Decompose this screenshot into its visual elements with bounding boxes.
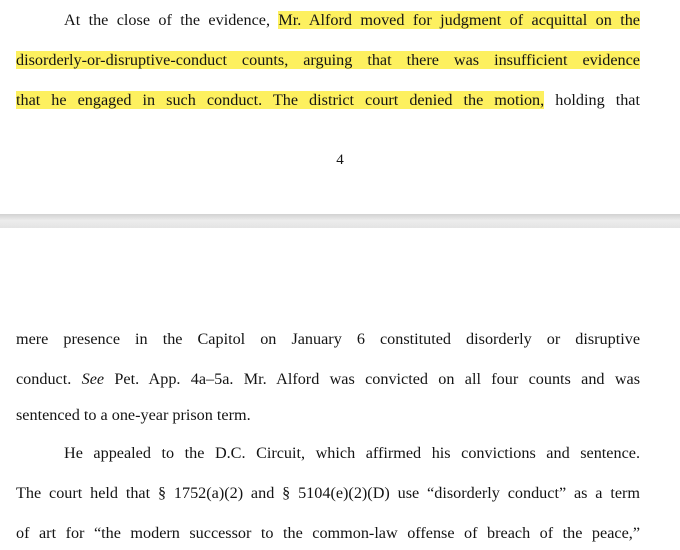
highlighted-text[interactable]: that he engaged in such conduct. The district court denied the motion,	[16, 91, 545, 109]
citation-signal: See	[81, 370, 105, 388]
text-line-7: He appealed to the D.C. Circuit, which affirmed his convictions and sentence.	[64, 444, 640, 462]
text-segment: holding that	[544, 91, 640, 109]
page-number: 4	[336, 152, 344, 168]
text-line-9: of art for “the modern successor to the common-law offense of breach of the peace,”	[16, 524, 640, 542]
text-segment: Pet. App. 4a–5a. Mr. Alford was convicted on all four counts and was	[104, 370, 641, 388]
document-page-top	[0, 0, 680, 214]
text-line-1	[64, 10, 640, 30]
highlighted-text[interactable]: Mr. Alford moved for judgment of acquittal on the	[278, 11, 640, 29]
document-page-bottom	[0, 228, 680, 550]
highlighted-text[interactable]: disorderly-or-disruptive-conduct counts, arguing that there was insufficient evidence	[16, 51, 640, 69]
text-line-5	[16, 369, 640, 389]
text-segment: conduct.	[16, 370, 82, 388]
text-line-8: The court held that § 1752(a)(2) and § 5104(e)(2)(D) use “disorderly conduct” as a term	[16, 484, 640, 502]
text-line-3	[16, 90, 640, 110]
text-line-2	[16, 50, 640, 70]
text-line-4: mere presence in the Capitol on January 6 constituted disorderly or disruptive	[16, 330, 640, 348]
page-divider	[0, 214, 680, 228]
text-line-6: sentenced to a one-year prison term.	[16, 406, 251, 424]
text-segment: At the close of the evidence,	[64, 11, 279, 29]
